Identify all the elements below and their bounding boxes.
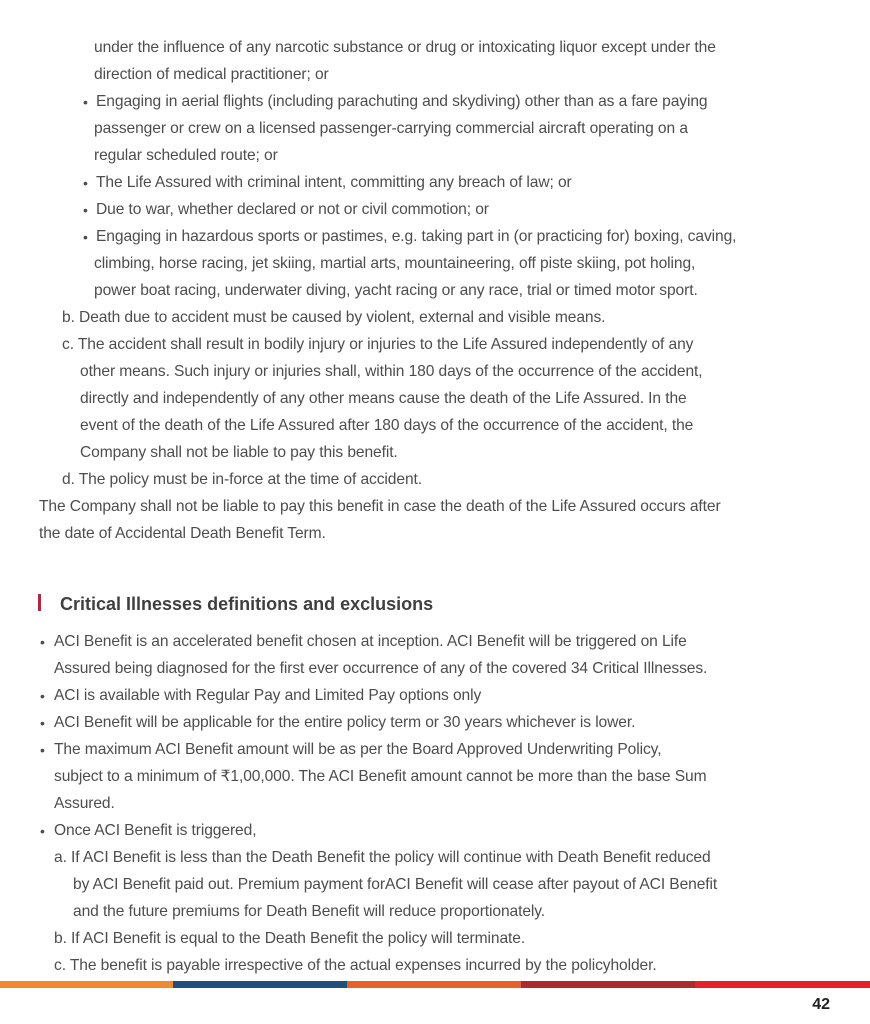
condition-item-d: d. The policy must be in-force at the time of accident. xyxy=(62,471,422,488)
exclusion-bullet-line: climbing, horse racing, jet skiing, martial arts, mountaineering, off piste skiing, pot holing, xyxy=(94,255,696,272)
page-number: 42 xyxy=(812,996,830,1013)
footer-color-bar-segment xyxy=(695,981,870,988)
closing-paragraph-line: the date of Accidental Death Benefit Term. xyxy=(39,525,326,542)
bullet-icon: • xyxy=(40,742,45,758)
exclusion-bullet-line: Engaging in hazardous sports or pastimes, e.g. taking part in (or practicing for) boxing, caving, xyxy=(96,228,737,245)
condition-item-c-line: event of the death of the Life Assured after 180 days of the occurrence of the accident, the xyxy=(80,417,694,434)
aci-bullet-line: Assured. xyxy=(54,795,115,812)
aci-bullet-line: ACI Benefit will be applicable for the entire policy term or 30 years whichever is lower. xyxy=(54,714,636,731)
continued-text-line: under the influence of any narcotic substance or drug or intoxicating liquor except under the xyxy=(94,39,716,56)
condition-item-b: b. Death due to accident must be caused by violent, external and visible means. xyxy=(62,309,606,326)
bullet-icon: • xyxy=(40,634,45,650)
bullet-icon: • xyxy=(83,229,88,245)
bullet-icon: • xyxy=(83,202,88,218)
aci-sub-item-a: a. If ACI Benefit is less than the Death Benefit the policy will continue with Death Benefit reduced xyxy=(54,849,711,866)
condition-item-c-line: Company shall not be liable to pay this benefit. xyxy=(80,444,398,461)
condition-item-c-line: directly and independently of any other means cause the death of the Life Assured. In the xyxy=(80,390,687,407)
bullet-icon: • xyxy=(40,688,45,704)
section-heading: Critical Illnesses definitions and exclusions xyxy=(60,594,434,614)
continued-text-line: direction of medical practitioner; or xyxy=(94,66,329,83)
aci-bullet-line: subject to a minimum of ₹1,00,000. The ACI Benefit amount cannot be more than the base Sum xyxy=(54,768,707,785)
exclusion-bullet-line: passenger or crew on a licensed passenger-carrying commercial aircraft operating on a xyxy=(94,120,688,137)
aci-bullet-line: Once ACI Benefit is triggered, xyxy=(54,822,257,839)
footer-color-bar-segment xyxy=(347,981,521,988)
bullet-icon: • xyxy=(83,94,88,110)
exclusion-bullet-line: The Life Assured with criminal intent, committing any breach of law; or xyxy=(96,174,572,191)
bullet-icon: • xyxy=(40,823,45,839)
footer-color-bar-segment xyxy=(521,981,695,988)
condition-item-c-line: other means. Such injury or injuries shall, within 180 days of the occurrence of the accident, xyxy=(80,363,703,380)
aci-sub-item-b: b. If ACI Benefit is equal to the Death Benefit the policy will terminate. xyxy=(54,930,526,947)
aci-sub-item-c: c. The benefit is payable irrespective of the actual expenses incurred by the policyholder. xyxy=(54,957,657,974)
condition-item-c: c. The accident shall result in bodily injury or injuries to the Life Assured independently of any xyxy=(62,336,694,353)
aci-sub-item-a-line: by ACI Benefit paid out. Premium payment forACI Benefit will cease after payout of ACI Benefit xyxy=(73,876,718,893)
footer-color-bar-segment xyxy=(173,981,347,988)
aci-bullet-line: Assured being diagnosed for the first ever occurrence of any of the covered 34 Critical Illnesses. xyxy=(54,660,708,677)
exclusion-bullet-line: power boat racing, underwater diving, yacht racing or any race, trial or timed motor sport. xyxy=(94,282,698,299)
bullet-icon: • xyxy=(83,175,88,191)
aci-bullet-line: ACI is available with Regular Pay and Limited Pay options only xyxy=(54,687,482,704)
footer-color-bar-segment xyxy=(0,981,173,988)
aci-sub-item-a-line: and the future premiums for Death Benefit will reduce proportionately. xyxy=(73,903,546,920)
closing-paragraph-line: The Company shall not be liable to pay this benefit in case the death of the Life Assured occurs after xyxy=(39,498,721,515)
aci-bullet-line: The maximum ACI Benefit amount will be as per the Board Approved Underwriting Policy, xyxy=(54,741,662,758)
exclusion-bullet-line: Due to war, whether declared or not or civil commotion; or xyxy=(96,201,489,218)
exclusion-bullet-line: regular scheduled route; or xyxy=(94,147,278,164)
exclusion-bullet-line: Engaging in aerial flights (including parachuting and skydiving) other than as a fare paying xyxy=(96,93,708,110)
heading-accent-marker xyxy=(38,594,41,611)
bullet-icon: • xyxy=(40,715,45,731)
aci-bullet-line: ACI Benefit is an accelerated benefit chosen at inception. ACI Benefit will be triggered on Life xyxy=(54,633,687,650)
